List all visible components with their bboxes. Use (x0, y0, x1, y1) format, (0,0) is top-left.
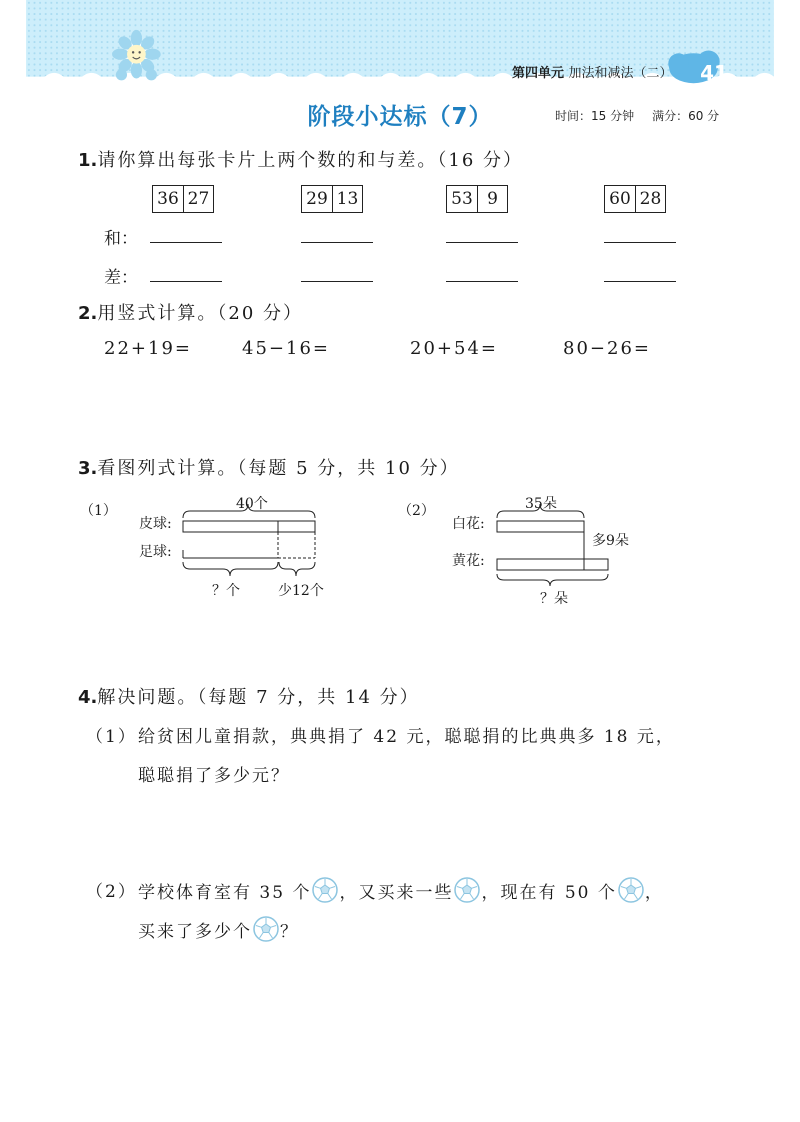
diagram1-less-label: 少12个 (278, 583, 324, 599)
test-meta (555, 107, 737, 124)
diagram2-more-label: 多9朵 (592, 533, 629, 549)
diagram1-label: （1） (80, 503, 117, 519)
difference-answer-blank[interactable] (150, 281, 222, 282)
card-number-b: 28 (635, 186, 665, 212)
soccer-ball-icon (454, 877, 480, 903)
full-score: 满分：60 分 (652, 109, 720, 123)
diagram2-total-label: 35朵 (525, 496, 557, 512)
card-number-a: 60 (609, 189, 631, 209)
card-number-b: 27 (183, 186, 213, 212)
card-number-a: 36 (157, 189, 179, 209)
problem-2-text-b: ，又买来一些 (339, 882, 454, 903)
card-number-b: 9 (477, 186, 507, 212)
problem-2-text-e: 买来了多少个 (138, 921, 252, 942)
vertical-calc-expression: 80−26= (563, 338, 651, 359)
soccer-ball-icon (312, 877, 338, 903)
number-card (446, 185, 508, 213)
q3-prompt: 看图列式计算。（每题 5 分，共 10 分） (97, 458, 460, 479)
vertical-calc-expression: 45−16= (242, 338, 330, 359)
page-number: 41 (700, 61, 728, 85)
sum-answer-blank[interactable] (150, 242, 222, 243)
sum-answer-blank[interactable] (604, 242, 676, 243)
q3-number: 3. (78, 458, 98, 479)
q2-prompt: 用竖式计算。（20 分） (97, 303, 304, 324)
page-title: 阶段小达标（7） (307, 104, 493, 130)
problem-2-text-d: ， (644, 882, 664, 903)
soccer-ball-icon (618, 877, 644, 903)
card-number-b: 13 (332, 186, 362, 212)
time-limit: 时间：15 分钟 (555, 109, 635, 123)
unit-number: 第四单元 (512, 66, 565, 81)
q1-number: 1. (78, 150, 98, 171)
q2-heading (78, 299, 303, 325)
diagram1-unknown-label: ？个 (212, 583, 240, 599)
unit-title: 加法和减法（二） (568, 66, 673, 81)
problem-2-text-a: 学校体育室有 35 个 (138, 882, 312, 903)
diagram1-row2-label: 足球: (139, 544, 172, 560)
problem-2-line-2 (138, 916, 299, 942)
soccer-ball-icon (253, 916, 279, 942)
q4-heading (78, 683, 420, 709)
number-card (301, 185, 363, 213)
q2-number: 2. (78, 303, 98, 324)
q1-heading (78, 146, 523, 172)
problem-1-label: （1） (86, 727, 137, 747)
card-number-a: 53 (451, 189, 473, 209)
segment-diagram-2 (490, 500, 620, 592)
q3-heading (78, 454, 460, 480)
segment-diagram-1 (178, 500, 328, 582)
diagram1-row1-label: 皮球: (139, 516, 172, 532)
problem-2-label: （2） (86, 882, 137, 902)
sum-answer-blank[interactable] (446, 242, 518, 243)
number-card (604, 185, 666, 213)
q1-prompt: 请你算出每张卡片上两个数的和与差。（16 分） (97, 150, 523, 171)
problem-1-line-2: 聪聪捐了多少元？ (138, 766, 290, 786)
problem-1-line-1: 给贫困儿童捐款，典典捐了 42 元，聪聪捐的比典典多 18 元， (138, 727, 675, 747)
diagram2-label: （2） (398, 503, 435, 519)
vertical-calc-expression: 22+19= (104, 338, 192, 359)
sum-answer-blank[interactable] (301, 242, 373, 243)
diagram1-total-label: 40个 (236, 496, 268, 512)
difference-answer-blank[interactable] (301, 281, 373, 282)
difference-label: 差： (104, 268, 138, 288)
unit-label (512, 62, 673, 81)
diagram2-unknown-label: ？朵 (540, 591, 568, 607)
q4-prompt: 解决问题。（每题 7 分，共 14 分） (97, 687, 420, 708)
sum-label: 和： (104, 229, 138, 249)
problem-2-line-1 (138, 877, 664, 903)
problem-2-text-f: ？ (280, 921, 299, 942)
vertical-calc-expression: 20+54= (410, 338, 498, 359)
number-card (152, 185, 214, 213)
q4-number: 4. (78, 687, 98, 708)
diagram2-row1-label: 白花: (452, 516, 485, 532)
difference-answer-blank[interactable] (446, 281, 518, 282)
card-number-a: 29 (306, 189, 328, 209)
difference-answer-blank[interactable] (604, 281, 676, 282)
diagram2-row2-label: 黄花: (452, 553, 485, 569)
header-band (0, 0, 800, 86)
problem-2-text-c: ，现在有 50 个 (481, 882, 617, 903)
